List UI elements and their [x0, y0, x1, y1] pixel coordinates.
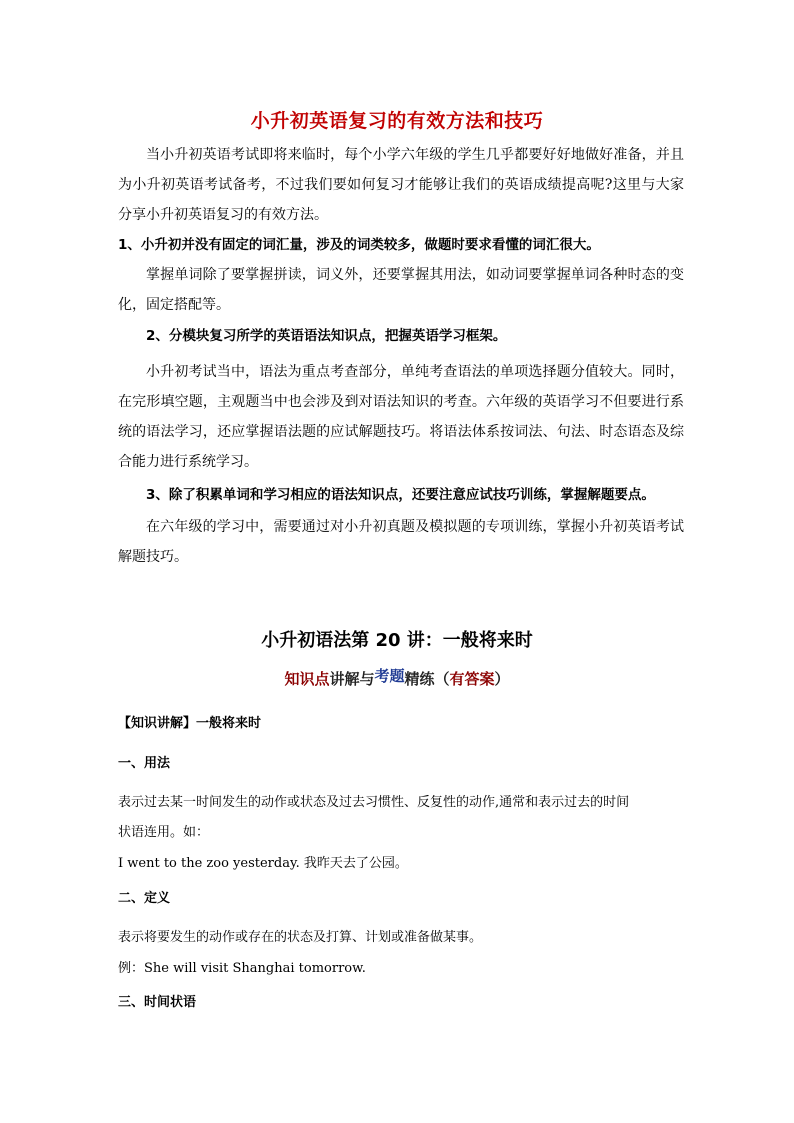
- section-2-example: 例：She will visit Shanghai tomorrow.: [118, 961, 366, 976]
- point-1-text: 掌握单词除了要掌握拼读，词义外，还要掌握其用法，如动词要掌握单词各种时态的变化，固定搭配等。: [118, 267, 684, 313]
- subtitle-part-5: 有答案: [449, 670, 495, 688]
- subtitle-part-6: ）: [494, 670, 510, 688]
- article-title: 小升初英语复习的有效方法和技巧: [250, 110, 544, 132]
- section-2-heading: 二、定义: [118, 891, 171, 906]
- subtitle-part-1: 知识点: [284, 670, 330, 688]
- section-1-text-line-2: 状语连用。如：: [118, 825, 210, 840]
- lesson-subtitle: [0, 668, 794, 689]
- section-1-heading: 一、用法: [118, 756, 171, 771]
- knowledge-header: 【知识讲解】一般将来时: [118, 716, 262, 731]
- intro-paragraph: 当小升初英语考试即将来临时，每个小学六年级的学生几乎都要好好地做好准备，并且为小升初英语考试备考，不过我们要如何复习才能够让我们的英语成绩提高呢?这里与大家分享小升初英语复习的有效方法。: [118, 147, 684, 223]
- lesson-title: 小升初语法第 20 讲：一般将来时: [261, 630, 533, 651]
- point-1-heading: 1、小升初并没有固定的词汇量，涉及的词类较多，做题时要求看懂的词汇很大。: [118, 237, 600, 253]
- subtitle-part-3: 考题: [374, 667, 405, 685]
- point-2-heading: 2、分模块复习所学的英语语法知识点，把握英语学习框架。: [146, 328, 507, 344]
- point-3-text: 在六年级的学习中，需要通过对小升初真题及模拟题的专项训练，掌握小升初英语考试解题技巧。: [118, 519, 684, 565]
- point-2-text: 小升初考试当中，语法为重点考查部分，单纯考查语法的单项选择题分值较大。同时，在完形填空题，主观题当中也会涉及到对语法知识的考查。六年级的英语学习不但要进行系统的语法学习，还应掌握语法题的应试解题技巧。将语法体系按词法、句法、时态语态及综合能力进行系统学习。: [118, 364, 684, 470]
- section-1-text-line-1: 表示过去某一时间发生的动作或状态及过去习惯性、反复性的动作,通常和表示过去的时间: [118, 795, 630, 810]
- section-2-text: 表示将要发生的动作或存在的状态及打算、计划或准备做某事。: [118, 930, 483, 945]
- section-3-heading: 三、时间状语: [118, 995, 197, 1010]
- subtitle-part-4: 精练（: [404, 670, 450, 688]
- subtitle-part-2: 讲解与: [329, 670, 375, 688]
- point-3-heading: 3、除了积累单词和学习相应的语法知识点，还要注意应试技巧训练，掌握解题要点。: [146, 487, 655, 503]
- section-1-example: I went to the zoo yesterday. 我昨天去了公园。: [118, 856, 408, 871]
